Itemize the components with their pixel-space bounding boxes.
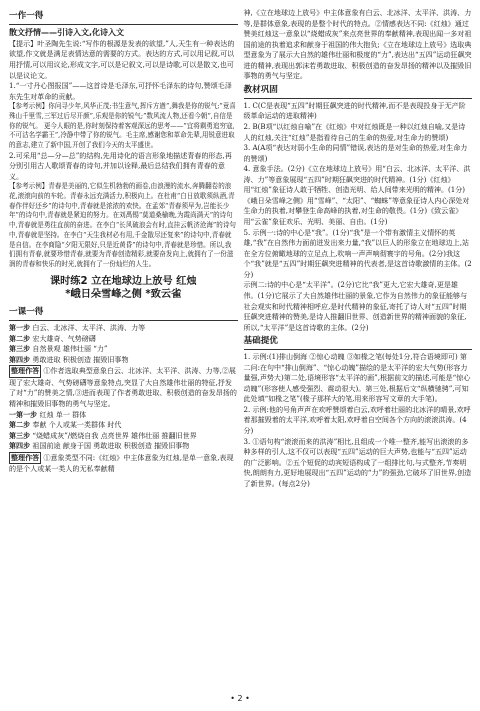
list-item: 2. 示例:他的号角声声在欢呼赞颂着白云,欢呼着壮丽的北冰洋的晴景,欢呼着那摧毁着的太平洋,欢呼着太阳,欢呼着自空间各个方向的滚滚洪涛。(4分) [243,404,471,436]
list-item: 5. 示例一:诗的中心是“我”。(1分)“我”是一个带有激情主义情怀的英雄,“我”在自然伟力面前迸发出来力量,“我”以巨人的形象立在地球边上,站在全方位俯瞰地球的立足点上,吹响一声声响彻寰宇的号角。(2分)我这个“我”就是“五四”时期狂飙突进精神的代表者,是这首诗歌激情的主体。(2分) [243,227,472,279]
step-item [9,334,238,345]
step-label: 第三步 [9,430,31,440]
right-column [244,8,473,696]
intro-paragraph: 神,《立在地球边上放号》中主体意象有白云、北冰洋、太平洋、洪涛、力等,是群体意象,表现的是整个时代的特点。②情感表达不同:《红烛》通过赞美红烛这一意象以“烧蜡成灰”来点亮世界的奉献精神,表现出闻一多对祖国前途的执着追求和献身于祖国的伟大抱负;《立在地球边上放号》选取典型意象为了展示大自然的雄伟壮丽和极度的“力”,表达出“五四”运动狂飙突进的精神,表现出郭沫若勇敢进取、积极创造的奋发昂扬的精神以及摧毁旧事物的勇气与坚定。 [243,8,472,81]
step-label: 第四步 [9,441,31,451]
step-label: 第二步 [9,420,31,430]
step-item [9,441,238,452]
basics-list [244,352,473,489]
step-item [9,431,238,442]
section-title: 一课一得 [9,307,44,318]
list-item: 2. B(B项“以红烛自喻”在《红烛》中对红烛既是一种以红烛自喻,又是诗人的红烛,关注“红烛”是指看待自己的生命的热爱,对生命力的赞颂) [243,121,466,142]
section-subtitle: 散文抒情——引诗入文,化诗入文 [9,27,125,37]
summary-2: 整理作答 ①意象类型不同:《红烛》中主体意象为红烛,是单一意象,表现的是个人或某一类人的无私奉献精 [9,452,234,474]
step-text: 勇敢进取 积极创造 摧毁旧事物 [32,354,129,364]
step-item [9,323,238,334]
section-title: 教材巩固 [243,84,278,95]
divider [244,349,473,350]
reference-example-1: 【参考示例】你问寻少年,风华正茂;书生意气,挥斥方遒”,舞我是你的锐气;”竟喜殊山千里雪,三军过后尽开颜”,乐观是你的锐气;”数风流人物,还看今朝”,自信是你的锐气。 更今人眼的是,你时刻保持着客观深远的思考——”宜将剩勇追穷寇,不可沽名学霸王”,冷静中带了你的锐气。毛主席,感谢您和革命先辈,用锐意进取的意志,建立了新中国,开创了我们今天的太平盛世。 [9,102,236,150]
list-item: 示例二:诗的中心是“太平洋”。(2分)它比“我”更大,它宏大雄奇,更是雄伟。(1分)它展示了大自然雄伟壮丽的景象,它作为自然伟力的象征能够与社会观实和时代精神相呼应,是时代精神的象征,寄托了诗人对“五四”时期狂飙突进精神的赞美,是诗人推翻旧世界、创造新世界的精神面貌的象征,所以,“太平洋”是这首诗歌的主体。(2分) [243,280,468,332]
answer-tag: 整理作答 [9,365,41,378]
divider [244,98,473,99]
step-text: 祖国前途 献身于国 勇敢进取 积极创造 摧毁旧事物 [32,441,190,451]
lesson-title-line2: *峨日朵雪峰之侧 *致云雀 [65,289,182,301]
page-number: • 2 • [230,694,250,703]
step-item [9,420,238,431]
section-title: 一作一得 [9,11,44,21]
section-title: 基础提优 [243,336,278,347]
left-column [9,8,238,696]
task-1: 1.“一寸丹心图报国”——这首诗是毛泽东,可抒怀毛泽东的诗句,赞颂毛泽东先生对革命的贡献。 [9,81,232,101]
step-label: 第二步 [9,333,31,343]
step-text: 白云、北冰洋、太平洋、洪涛、力等 [32,323,146,332]
list-item: 1. C(C是表现“五四”时期狂飙突进的时代精神,而不是表现投身于无产阶级革命运动的进取精神) [243,100,466,121]
step-label: 第一步 [9,323,31,332]
step-item [9,355,238,366]
step-label: 第三步 [9,344,31,354]
step-text: 奉献 个人或某一类群体 时代 [32,420,122,430]
step-text: “烧蜡成灰”/燃烧自我 点亮世界 雄伟壮丽 推翻旧世界 [32,430,197,440]
consolidation-list [244,101,473,333]
divider [9,24,238,25]
summary-1: 整理作答 ①作者选取典型意象白云、北冰洋、太平洋、洪涛、力等,②展现了宏大雄奇、气势磅礴等意象特点,突显了大自然雄伟壮丽的特征,抒发了对“力”的赞美之情,③进而表现了作者勇敢进取、积极创造的奋发昂扬的精神和摧毁旧事物的勇气与坚定。 [9,366,237,408]
step-item [9,344,238,355]
lesson-title [9,275,238,303]
steps-list [9,323,238,365]
step-text: 宏大雄奇、气势磅礴 [32,333,96,343]
task-2: 2.可采用“总—分—总”的结构,先用诗化的语言形象地描述青春的形态,再分别引用古人歌颂青春的诗句,并加以诠释,最后总结我们拥有青春的意义。 [9,150,232,181]
step-item [9,410,238,421]
reference-example-2: 【参考示例】青春是美丽的,它似生机勃勃的画卷,由浪漫的流水,奔腾翻卷的浪花,滚滚向前的车轮。青春永远充满活力,积极向上。在杜甫“白日放歌须纵酒,青春作伴好还乡”的诗句中,青春就是浓浓的欢快。在孟郊“青春须早为,岂能长少年”的诗句中,青春就是紧迫的努力。在刘禹锡“莫道桑榆晚,为霞尚满天”的诗句中,青春就是勇往直前的奋进。在李白“长风破浪会有时,直挂云帆济沧海”的诗句中,青春就是坚持。在李白“天生我材必有用,千金散尽还复来”的诗句中,青春就是自信。在李商隐“夕阳无限好,只是近黄昏”的诗句中,青春就是珍惜。所以,我们拥有青春,就要珍惜青春,就要为青春创造精彩,就要奋发向上,就拥有了一份滋润的青春和快乐的时光,就拥有了一份灿烂的人生。 [9,182,236,268]
divider [9,320,238,321]
answer-tag: 整理作答 [9,452,41,465]
list-item: 3. ①语句构“滚滚而来的洪涛”相比,且组成一个唯一整齐,能写出滚滚的多种多样的引人,这不仅可以表现“五四”运动的巨大声势,也能与“五四”运动的广泛影响。②五个短促的动宾短语构成了一组排比句,与式整齐,节奏明快,朗朗有力,更好地展现出“五四”运动的“力”的强劲,它破坏了旧世界,创造了新世界。(每点2分) [243,436,472,488]
steps-list [9,410,238,452]
tip-paragraph: 【提示】叶圣陶先生说:“写作的根源是发表的欲望,”人,天生有一种表达的欲望,作文就是满足表情达意的需要的方式。表达的方式,可以用记叙,可以用抒情,可以用议论,形成文字,可以是记叙文,可以是诗歌,可以是散文,也可以是议论文。 [9,38,235,80]
step-text: 自然景观 雄伟壮丽 “力” [32,344,108,354]
step-text: 红烛 单一 群体 [39,409,87,419]
lesson-title-line1: 课时练2 立在地球边上放号 红烛 [49,275,197,287]
list-item: 4. 意象手法。(2分)《立在地球边上放号》用“白云、北冰洋、太平洋、洪涛、力”等意象展现“五四”时期狂飙突进的时代精神。(1分)《红烛》用“红烛”象征诗人敢于牺牲、创造光明、给人间带来光明的精神。(1分)《峨日朵雪峰之侧》用“雪峰”、“太阳”、“蜘蛛”等意象征诗人内心深处对生命力的执着,对攀登生命高峰的执着,对生命的敬畏。(1分)《致云雀》用“云雀”象征欢乐、光明、美丽、自由。(1分) [243,164,471,227]
step-label: 第四步 [9,354,31,364]
list-item: 3. A(A项“表达对弱小生命的同情”错误,表达的是对生命的热爱,对生命力的赞颂) [243,143,468,163]
list-item: 1. 示例:(1)排山倒海 ②惊心动魄 ③如椽之笔(每处1分,符合语境即可) 第二问:在句中“排山倒海”、“惊心动魄”描绘的是太平洋的宏大气势(形容力量强,声势大)第二处,语境形容“太平洋的画”,根据前文的描述,可能是“惊心动魄”(形容使人感受强烈、震动很大)。第三处,根据后文“纵横驰骋”,可知此处填“如椽之笔”(椽子那样大的笔,用来形容写文章的大手笔)。 [243,352,471,404]
step-label: 一第一步 [9,409,38,419]
